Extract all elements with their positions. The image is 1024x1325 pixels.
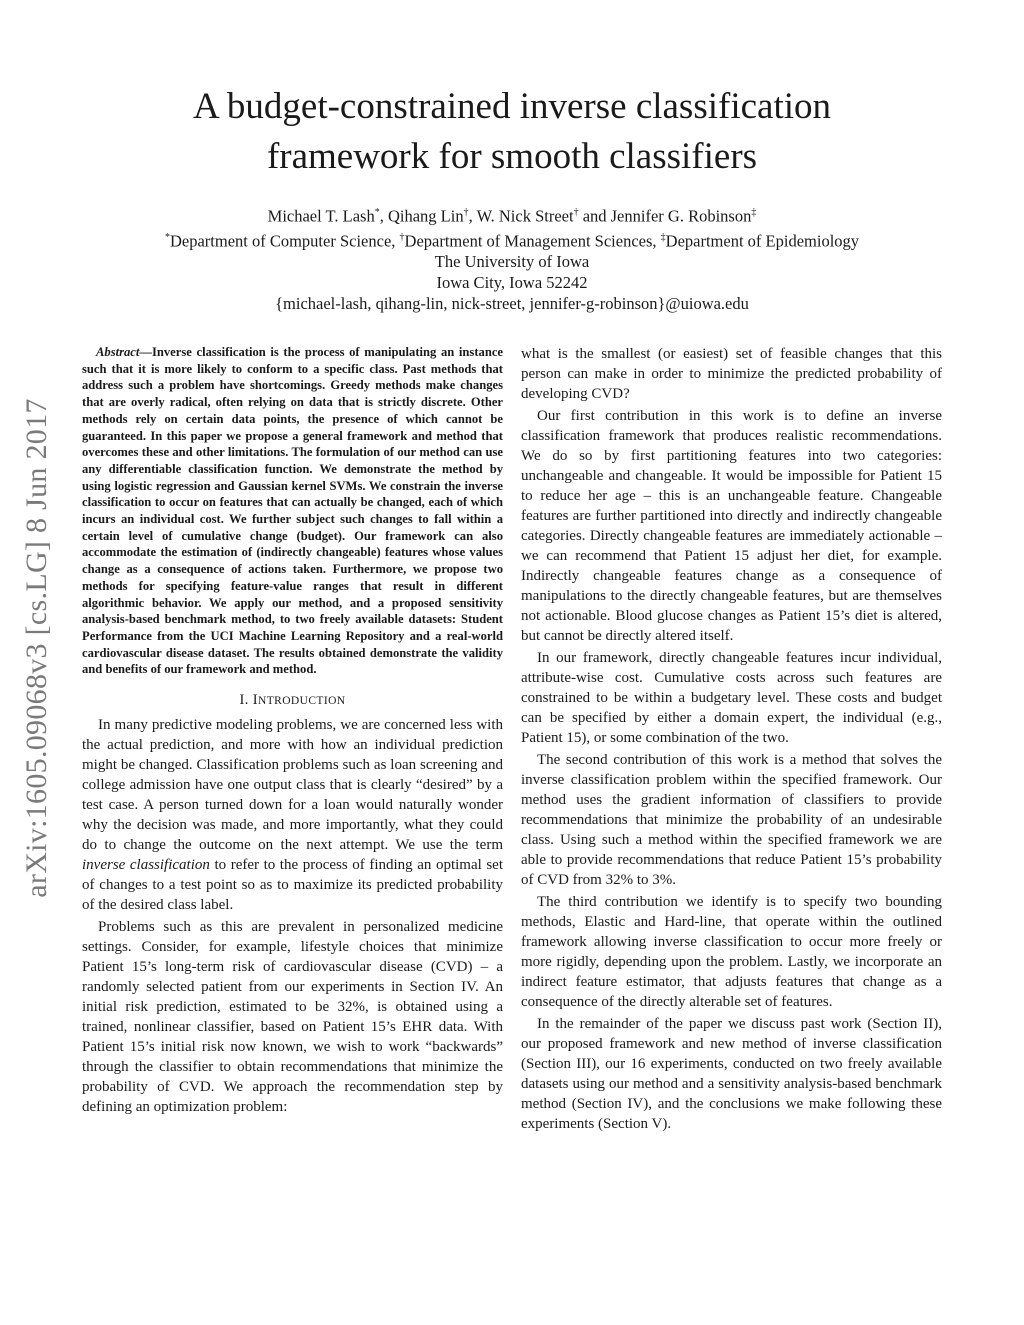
city: Iowa City, Iowa 52242 bbox=[436, 273, 588, 292]
paper-title bbox=[0, 82, 1024, 182]
affiliations bbox=[0, 227, 1024, 252]
paragraph: Problems such as this are prevalent in personalized medicine settings. Consider, for example, lifestyle choices that minimize Patient 15’s long-term risk of cardiovascular disease (CVD) – a randomly selected patient from our experiments in Section IV. An initial risk prediction, estimated to be 32%, is obtained using a trained, nonlinear classifier, based on Patient 15’s EHR data. With Patient 15’s initial risk now known, we wish to work “backwards” through the classifier to obtain recommendations that minimize the probability of CVD. We approach the recommendation step by defining an optimization problem: bbox=[82, 919, 503, 1116]
paragraph: what is the smallest (or easiest) set of feasible changes that this person can make in order to minimize the predicted probability of developing CVD? bbox=[521, 346, 942, 402]
right-column bbox=[521, 344, 942, 1134]
arxiv-identifier: arXiv:1605.09068v3 [cs.LG] 8 Jun 2017 bbox=[20, 398, 53, 898]
paragraph: In the remainder of the paper we discuss past work (Section II), our proposed framework and new method of inverse classification (Section III), our 16 experiments, conducted on two freely available datasets using our method and a sensitivity analysis-based benchmark method (Section IV), and the conclusions we make following these experiments (Section V). bbox=[521, 1016, 942, 1132]
paragraph: The second contribution of this work is a method that solves the inverse classification problem within the specified framework. Our method uses the gradient information of classifiers to provide recommendations that minimize the probability of an undesirable class. Using such a method within the specified framework we are able to provide recommendations that reduce Patient 15’s probability of CVD from 32% to 3%. bbox=[521, 752, 942, 888]
section-title-initial: I bbox=[252, 692, 259, 709]
affiliation-mark: * bbox=[164, 231, 170, 243]
paragraph bbox=[82, 715, 503, 915]
author-name: Qihang Lin bbox=[387, 206, 464, 226]
author-mark: * bbox=[374, 207, 380, 218]
separator: and bbox=[578, 206, 611, 226]
title-line: framework for smooth classifiers bbox=[266, 136, 758, 177]
paragraph: In our framework, directly changeable features incur individual, attribute-wise cost. Cumulative costs across such features are constrained to be within a budgetary level. These costs and budget can be specified by either a domain expert, the individual (e.g., Patient 15), or some combination of the two. bbox=[521, 650, 942, 746]
section-heading-introduction bbox=[82, 692, 503, 709]
text: to refer to the process of finding an optimal set of changes to a test point so as to maximize its predicted probability of the desired class label. bbox=[82, 857, 504, 914]
separator: , bbox=[379, 206, 388, 226]
emphasis: inverse classification bbox=[82, 857, 210, 874]
paragraph: The third contribution we identify is to specify two bounding methods, Elastic and Hard-line, that operate within the outlined framework allowing inverse classification to occur more freely or more rigidly, depending upon the problem. Lastly, we incorporate an indirect feature estimator, that adjusts features that change as a consequence of the directly alterable set of features. bbox=[521, 894, 942, 1010]
affiliation: Department of Epidemiology bbox=[665, 231, 860, 250]
emails: {michael-lash, qihang-lin, nick-street, jennifer-g-robinson}@uiowa.edu bbox=[275, 294, 749, 313]
separator: , bbox=[468, 206, 477, 226]
section-title-rest: NTRODUCTION bbox=[258, 695, 346, 708]
left-column bbox=[82, 344, 503, 1117]
abstract-label: Abstract bbox=[96, 345, 140, 359]
university: The University of Iowa bbox=[434, 252, 590, 271]
author-names bbox=[0, 202, 1024, 227]
abstract bbox=[82, 344, 503, 678]
affiliation: Department of Computer Science, bbox=[169, 231, 400, 250]
section-number: I. bbox=[239, 692, 253, 709]
author-block bbox=[0, 202, 1024, 314]
author-mark: ‡ bbox=[751, 207, 757, 218]
author-mark: † bbox=[573, 207, 579, 218]
author-name: Michael T. Lash bbox=[267, 206, 375, 226]
affiliation-mark: ‡ bbox=[660, 231, 666, 243]
paragraph: Our first contribution in this work is to define an inverse classification framework that produces realistic recommendations. We do so by first partitioning features into two categories: unchangeable and changeable. It would be impossible for Patient 15 to reduce her age – this is an unchangeable feature. Changeable features are further partitioned into directly and indirectly changeable categories. Directly changeable features are immediately actionable – we can recommend that Patient 15 adjust her diet, for example. Indirectly changeable features change as a consequence of manipulations to the directly changeable features, but are themselves not actionable. Blood glucose changes as Patient 15’s diet is altered, but cannot be directly altered itself. bbox=[521, 408, 942, 644]
abstract-text: —Inverse classification is the process of manipulating an instance such that it is more likely to conform to a specific class. Past methods that address such a problem have shortcomings. Greedy methods make changes that are overly radical, often relying on data that is strictly discrete. Other methods rely on certain data points, the presence of which cannot be guaranteed. In this paper we propose a general framework and method that overcomes these and other limitations. The formulation of our method can use any differentiable classification function. We demonstrate the method by using logistic regression and Gaussian kernel SVMs. We constrain the inverse classification to occur on features that can actually be changed, each of which incurs an individual cost. We further subject such changes to fall within a certain level of cumulative change (budget). Our framework can also accommodate the estimation of (indirectly changeable) features whose values change as a consequence of actions taken. Furthermore, we propose two methods for specifying feature-value ranges that result in different algorithmic behavior. We apply our method, and a proposed sensitivity analysis-based benchmark method, to two freely available datasets: Student Performance from the UCI Machine Learning Repository and a real-world cardiovascular disease dataset. The results obtained demonstrate the validity and benefits of our framework and method. bbox=[82, 345, 503, 677]
affiliation-mark: † bbox=[399, 231, 405, 243]
author-mark: † bbox=[463, 207, 469, 218]
affiliation: Department of Management Sciences, bbox=[404, 231, 661, 250]
author-name: W. Nick Street bbox=[476, 206, 574, 226]
text: In many predictive modeling problems, we are concerned less with the actual prediction, and more with how an individual prediction might be changed. Classification problems such as loan screening and college admission have one output class that is clearly “desired” by a test case. A person turned down for a loan would naturally wonder why the decision was made, and more importantly, what they could do to change the outcome on the next attempt. We use the term bbox=[82, 717, 503, 854]
author-name: Jennifer G. Robinson bbox=[610, 206, 752, 226]
title-line: A budget-constrained inverse classification bbox=[192, 86, 832, 127]
